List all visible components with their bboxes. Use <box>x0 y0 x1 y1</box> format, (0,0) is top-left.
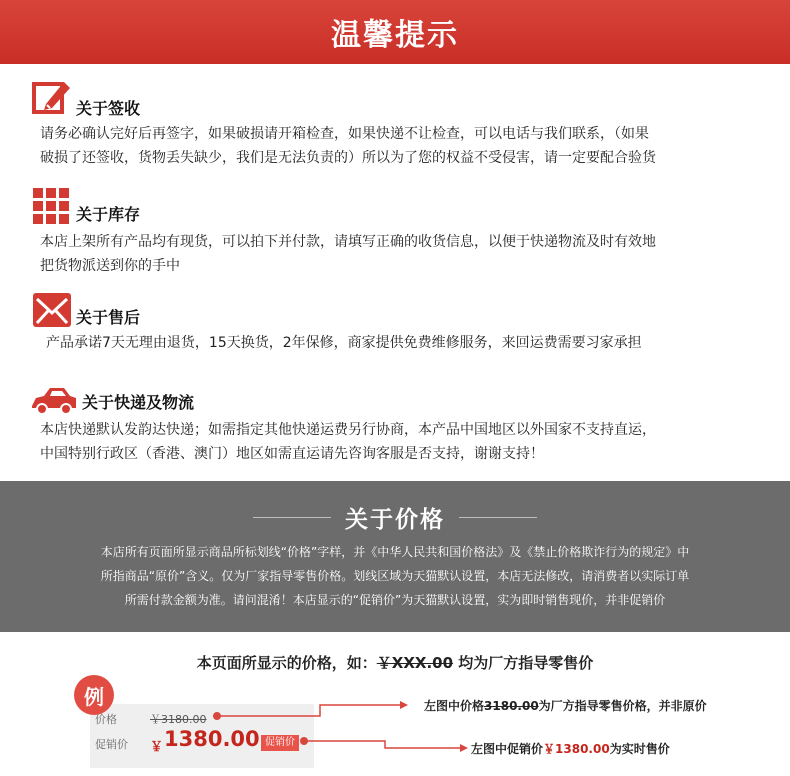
text-line: 请务必确认完好后再签字，如果破损请开箱检查，如果快递不让检查，可以电话与我们联系，（如果 <box>40 126 649 142</box>
note-red: ￥1380.00 <box>543 742 610 756</box>
section-title: 关于签收 <box>76 99 141 118</box>
text-line: 把货物派送到你的手中 <box>40 258 180 274</box>
example-head-suffix: 均为厂方指导零售价 <box>453 654 594 672</box>
section-title: 关于库存 <box>76 205 141 224</box>
currency-symbol: ￥ <box>150 740 164 755</box>
text-line: 破损了还签收，货物丢失缺少，我们是无法负责的）所以为了您的权益不受侵害，请一定要配合验货 <box>40 150 656 166</box>
text-line: 所需付款金额为准。请问混淆！本店显示的“促销价”为天猫默认设置，实为即时销售现价，并非促销价 <box>124 593 666 607</box>
note-strike: 3180.00 <box>484 699 539 713</box>
example-head-strike: ￥XXX.00 <box>376 654 454 672</box>
price-label: 价格 <box>95 713 117 726</box>
note-suffix: 为厂方指导零售价格，并非原价 <box>538 699 707 713</box>
marker-dot <box>213 712 221 720</box>
note-promo-price <box>471 740 670 757</box>
section-title: 关于快递及物流 <box>82 392 195 412</box>
section-title: 关于售后 <box>76 307 141 327</box>
note-list-price <box>424 697 707 714</box>
new-price: 1380.00 <box>164 727 260 751</box>
text-line: 所指商品“原价”含义。仅为厂家指导零售价格。划线区域为天猫默认设置，本店无法修改，请消费者以实际订单 <box>100 569 690 583</box>
note-suffix: 为实时售价 <box>609 742 670 756</box>
promo-label: 促销价 <box>95 738 128 751</box>
note-prefix: 左图中价格 <box>424 699 485 713</box>
old-price: ￥3180.00 <box>150 713 207 726</box>
marker-dot <box>300 737 308 745</box>
example-badge: 例 <box>74 675 114 715</box>
promo-tag: 促销价 <box>261 735 299 751</box>
text-line: 产品承诺7天无理由退货，15天换货，2年保修，商家提供免费维修服务，来回运费需要习家承担 <box>46 335 642 351</box>
example-head-prefix: 本页面所显示的价格，如： <box>196 654 377 672</box>
text-line: 本店上架所有产品均有现货，可以拍下并付款，请填写正确的收货信息，以便于快递物流及时有效地 <box>40 234 656 250</box>
text-line: 本店快递默认发韵达快递；如需指定其他快递运费另行协商，本产品中国地区以外国家不支持直运， <box>40 422 656 438</box>
price-section-title: 关于价格 <box>345 507 445 533</box>
text-line: 中国特别行政区（香港、澳门）地区如需直运请先咨询客服是否支持，谢谢支持！ <box>40 446 544 462</box>
note-prefix: 左图中促销价 <box>471 742 544 756</box>
text-line: 本店所有页面所显示商品所标划线“价格”字样，并《中华人民共和国价格法》及《禁止价格欺诈行为的规定》中 <box>100 545 690 559</box>
banner-title: 温馨提示 <box>331 18 459 53</box>
